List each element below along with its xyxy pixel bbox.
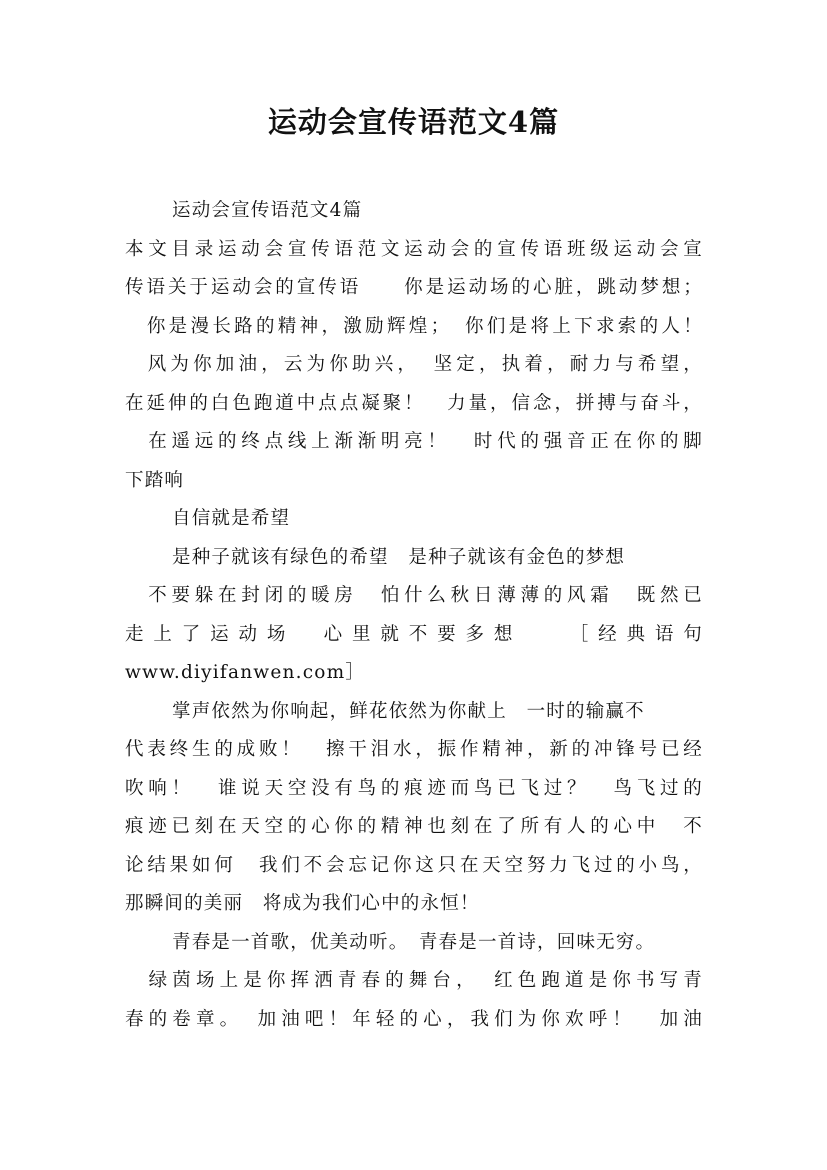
text-line: 代表终生的成败！ 擦干泪水，振作精神，新的冲锋号已经 bbox=[125, 739, 703, 760]
text-line: 吹响！ 谁说天空没有鸟的痕迹而鸟已飞过？ 鸟飞过的 bbox=[125, 777, 703, 799]
text-line: 论结果如何 我们不会忘记你这只在天空努力飞过的小鸟， bbox=[125, 854, 703, 876]
text-line: 下踏响 bbox=[125, 469, 185, 491]
text-line: 不要躲在封闭的暖房 怕什么秋日薄薄的风霜 既然已 bbox=[125, 585, 703, 606]
text-line: 运动会宣传语范文4篇 bbox=[172, 200, 363, 221]
text-line: 在遥远的终点线上渐渐明亮！ 时代的强音正在你的脚 bbox=[125, 431, 703, 452]
text-line: 在延伸的白色跑道中点点凝聚！ 力量，信念，拼搏与奋斗， bbox=[125, 392, 703, 414]
text-line: 风为你加油，云为你助兴， 坚定，执着，耐力与希望， bbox=[125, 354, 703, 375]
text-line: 你是漫长路的精神，激励辉煌； 你们是将上下求索的人！ bbox=[125, 315, 703, 337]
text-line: 是种子就该有绿色的希望 是种子就该有金色的梦想 bbox=[172, 546, 626, 568]
text-line: 本文目录运动会宣传语范文运动会的宣传语班级运动会宣 bbox=[125, 238, 703, 260]
text-line: 自信就是希望 bbox=[172, 508, 291, 529]
text-line: 传语关于运动会的宣传语 你是运动场的心脏，跳动梦想； bbox=[125, 277, 703, 298]
text-line: 绿茵场上是你挥洒青春的舞台， 红色跑道是你书写青 bbox=[125, 970, 703, 991]
text-line: 那瞬间的美丽 将成为我们心中的永恒！ bbox=[125, 893, 480, 914]
text-line: 青春是一首歌，优美动听。 青春是一首诗，回味无穷。 bbox=[172, 931, 656, 953]
text-line: www.diyifanwen.com］ bbox=[125, 662, 366, 683]
text-line: 春的卷章。 加油吧！年轻的心，我们为你欢呼！ 加油 bbox=[125, 1008, 703, 1030]
text-line: 掌声依然为你响起，鲜花依然为你献上 一时的输赢不 bbox=[172, 700, 645, 722]
text-line: 痕迹已刻在天空的心你的精神也刻在了所有人的心中 不 bbox=[125, 816, 703, 837]
document-title: 运动会宣传语范文4篇 bbox=[267, 105, 560, 139]
document-body bbox=[125, 192, 703, 1039]
text-line: 走上了运动场 心里就不要多想 ［经典语句 bbox=[125, 623, 703, 645]
